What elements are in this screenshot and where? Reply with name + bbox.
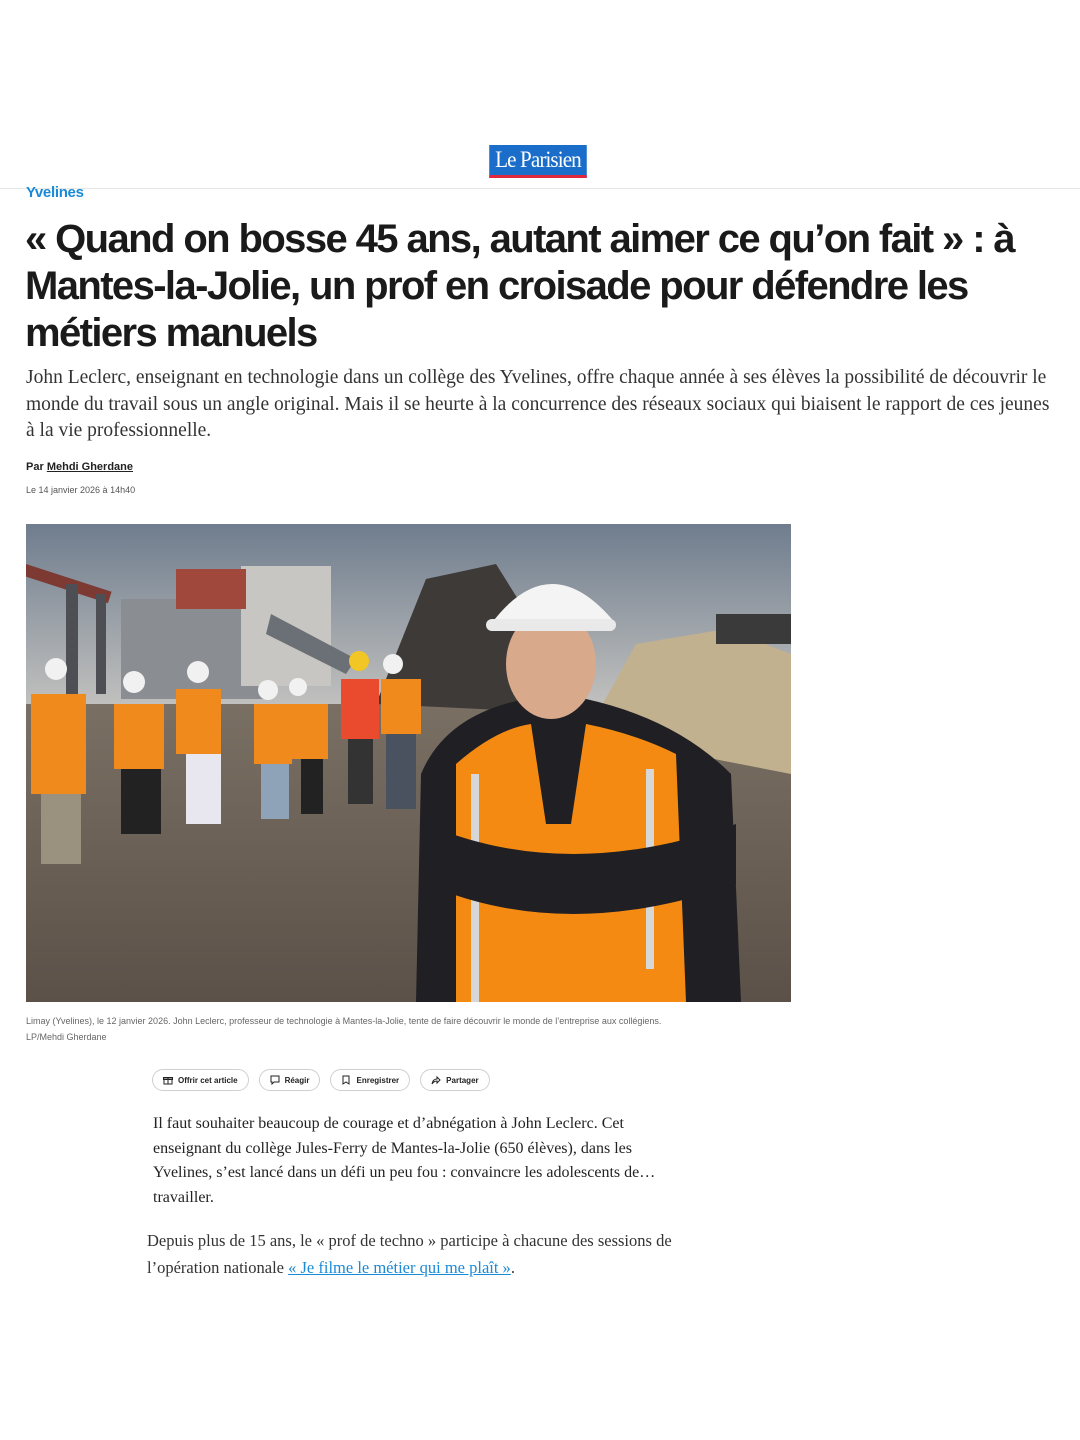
- react-button[interactable]: [259, 1069, 321, 1091]
- share-label: Partager: [446, 1075, 479, 1085]
- share-button[interactable]: [420, 1069, 489, 1091]
- caption-text: Limay (Yvelines), le 12 janvier 2026. John Leclerc, professeur de technologie à Mantes-la-Jolie, tente de faire découvrir le monde de l’entreprise aux collégiens.: [26, 1016, 662, 1026]
- article-actions: [152, 1069, 490, 1091]
- byline: [26, 461, 133, 473]
- author-link[interactable]: Mehdi Gherdane: [46, 461, 133, 473]
- article-paragraph-1: Il faut souhaiter beaucoup de courage et d’abnégation à John Leclerc. Cet enseignant du collège Jules-Ferry de Mantes-la-Jolie (650 élèves), dans les Yvelines, s’est lancé dans un défi un peu fou : convaincre les adolescents de… travailler.: [153, 1115, 656, 1206]
- article-photo[interactable]: [26, 524, 791, 1002]
- react-label: Réagir: [284, 1075, 310, 1085]
- share-icon: [431, 1075, 441, 1085]
- offer-label: Offrir cet article: [178, 1075, 238, 1085]
- le-parisien-logo[interactable]: Le Parisien: [489, 145, 587, 178]
- offer-article-button[interactable]: [152, 1069, 249, 1091]
- publish-date: Le 14 janvier 2026 à 14h40: [26, 485, 136, 495]
- bookmark-icon: [341, 1075, 351, 1085]
- site-header: [0, 0, 1080, 189]
- article-paragraph-2: [147, 1228, 687, 1281]
- photo-caption: [26, 1013, 926, 1045]
- paragraph-2-end: .: [510, 1257, 515, 1277]
- operation-link[interactable]: « Je filme le métier qui me plaît »: [288, 1257, 511, 1277]
- save-button[interactable]: [330, 1069, 410, 1091]
- article-headline: « Quand on bosse 45 ans, autant aimer ce qu’on fait » : à Mantes-la-Jolie, un prof en croisade pour défendre les métiers manuels: [25, 217, 1015, 355]
- comment-icon: [270, 1075, 280, 1085]
- save-label: Enregistrer: [356, 1075, 400, 1085]
- rubric-link[interactable]: Yvelines: [26, 184, 84, 201]
- paragraph-2-text: Depuis plus de 15 ans, le « prof de techno » participe à chacune des sessions de l’opération nationale: [147, 1231, 672, 1277]
- photo-credit: LP/Mehdi Gherdane: [26, 1032, 107, 1042]
- article-standfirst: John Leclerc, enseignant en technologie dans un collège des Yvelines, offre chaque année à ses élèves la possibilité de découvrir le monde du travail sous un angle original. Mais il se heurte à la concurrence des réseaux sociaux qui biaisent le rapport de ces jeunes à la vie professionnelle.: [26, 367, 1050, 441]
- byline-prefix: Par: [26, 461, 44, 473]
- gift-icon: [163, 1075, 173, 1085]
- photo-illustration: [26, 524, 791, 1002]
